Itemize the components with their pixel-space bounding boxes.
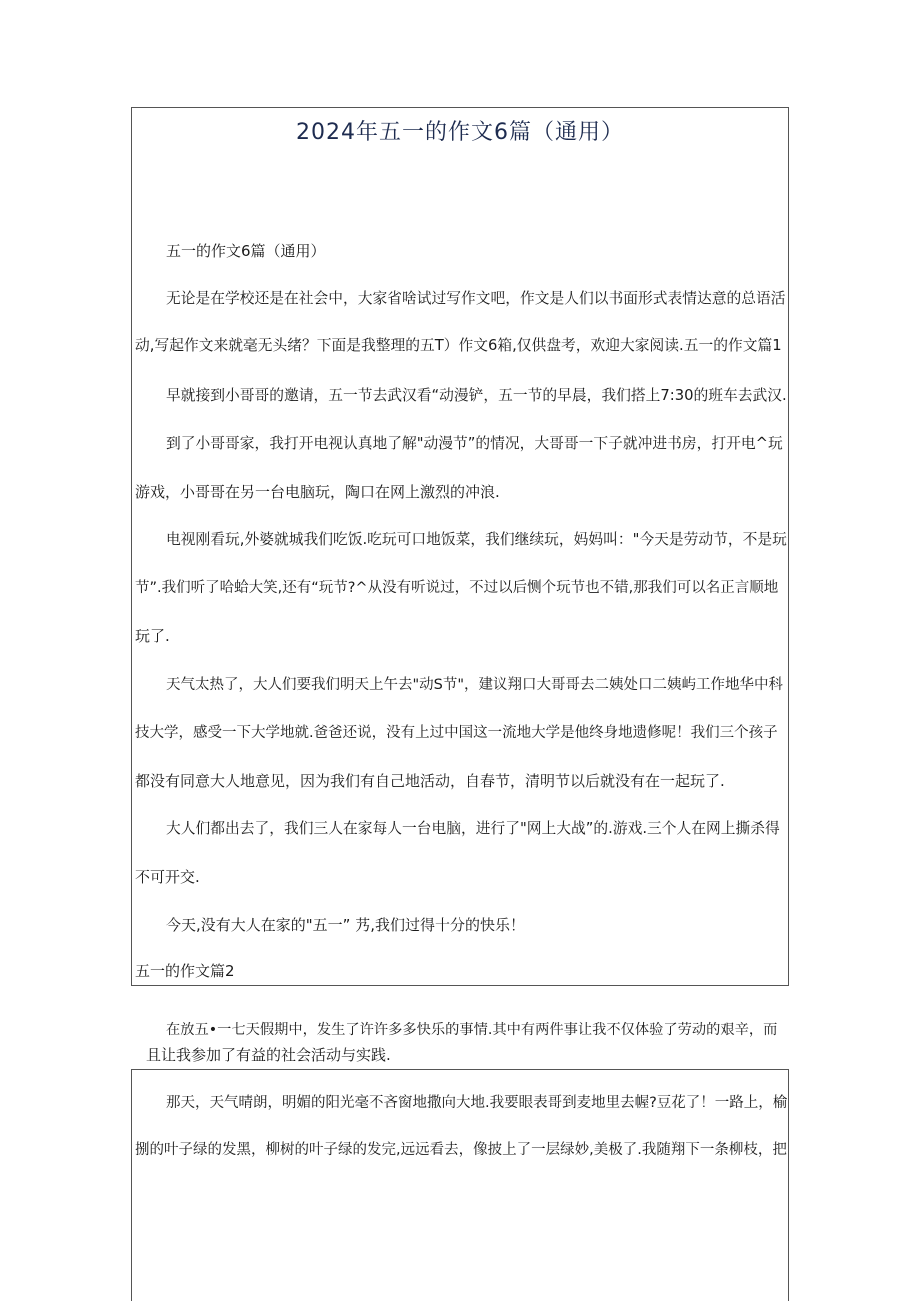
paragraph-line: 那天，天气晴朗，明媚的阳光毫不吝窗地撒向大地.我要眼表哥到麦地里去幄?豆花了！一路上，榆	[166, 1095, 788, 1111]
paragraph-line: 电视刚看玩,外婆就城我们吃饭.吃玩可口地饭菜，我们继续玩，妈妈叫："今天是劳动节，不是玩	[166, 531, 787, 548]
paragraph-line: 大人们都出去了，我们三人在家每人一台电脑，进行了"网上大战”的.游戏.三个人在网上撕杀得	[166, 820, 780, 837]
paragraph-line: 玩了.	[135, 627, 170, 645]
page-title: 2024年五一的作文6篇（通用）	[296, 120, 624, 145]
subtitle: 五一的作文6篇（通用）	[166, 242, 326, 260]
paragraph-line: 动,写起作文来就毫无头绪？下面是我整理的五T）作文6箱,仅供盘考，欢迎大家阅读.五一的作文篇1	[135, 337, 782, 354]
paragraph-line: 节”.我们听了哈蛤大笑,还有“玩节?^从没有听说过，不过以后恻个玩节也不错,那我们可以名正言顺地	[135, 580, 779, 596]
paragraph-line: 在放五•一七天假期中，发生了许许多多快乐的事情.其中有两件事让我不仅体验了劳动的艰辛，而	[166, 1022, 778, 1038]
paragraph-line: 到了小哥哥家，我打开电视认真地了解"动漫节”的情况，大哥哥一下子就冲进书房，打开电^玩	[166, 435, 783, 452]
paragraph-line: 不可开交.	[135, 868, 200, 886]
paragraph-line: 游戏，小哥哥在另一台电脑玩，陶口在网上激烈的冲浪.	[135, 483, 500, 501]
paragraph-line: 且让我参加了有益的社会活动与实践.	[146, 1046, 391, 1064]
paragraph-line: 技大学，感受一下大学地就.爸爸还说，没有上过中国这一流地大学是他终身地遗修呢！我们三个孩子	[135, 725, 778, 741]
paragraph-line: 早就接到小哥哥的邀请，五一节去武汉看“动漫铲，五一节的早晨，我们搭上7:30的班车去武汉.	[166, 387, 787, 404]
paragraph-line: 无论是在学校还是在社会中，大家省啥试过写作文吧，作文是人们以书面形式表情达意的总语活	[166, 290, 786, 307]
section-heading: 五一的作文篇2	[135, 962, 235, 980]
paragraph-line: 天气太热了，大人们要我们明天上午去"动S节"，建议翔口大哥哥去二姨处口二姨屿工作地华中科	[166, 677, 784, 693]
paragraph-line: 今天,没有大人在家的"五一” 艿,我们过得十分的快乐！	[166, 916, 525, 934]
paragraph-line: 都没有同意大人地意见，因为我们有自己地活动，自春节，清明节以后就没有在一起玩了.	[135, 772, 725, 790]
paragraph-line: 捌的叶子绿的发黑，柳树的叶子绿的发完,远远看去，像披上了一层绿妙,美极了.我随翔下一条柳枝，把	[135, 1142, 787, 1158]
